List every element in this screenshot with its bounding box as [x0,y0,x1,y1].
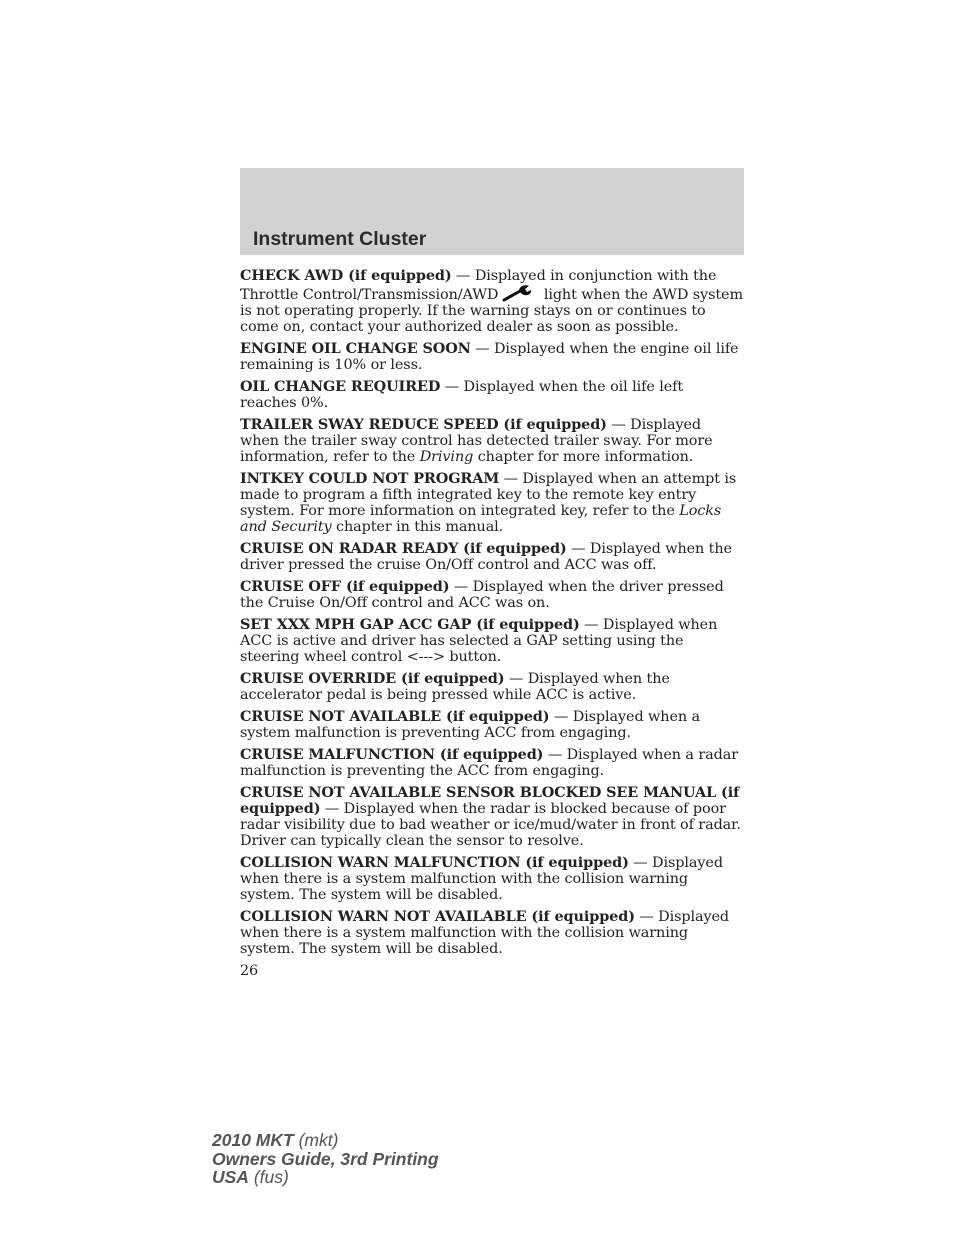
entry-engine-oil-change-soon [240,341,744,373]
entry-collision-warn-malfunction [240,855,744,903]
entry-description: — Displayed when ACC is active and driver has selected a GAP setting using the steering wheel control <---> button. [240,617,718,665]
entry-description: — Displayed when there is a system malfunction with the collision warning system. The system will be disabled. [240,855,723,903]
footer-region-code: (fus) [248,1167,289,1187]
entry-description: — Displayed when the oil life left reaches 0%. [240,379,684,411]
footer-printing: Owners Guide, 3rd Printing [212,1148,439,1169]
entry-term: ENGINE OIL CHANGE SOON [240,340,471,357]
chapter-reference: Driving [419,449,474,465]
entry-description: — Displayed when the radar is blocked because of poor radar visibility due to bad weather or ice/mud/water in front of radar. Driver can typically clean the sensor to resolve. [240,801,741,849]
wrench-icon [502,284,534,300]
section-title: Instrument Cluster [253,228,427,250]
section-header [240,168,744,255]
entry-oil-change-required [240,379,744,411]
entry-description: — Displayed when the driver pressed the Cruise On/Off control and ACC was on. [240,579,724,611]
entry-term: CRUISE NOT AVAILABLE SENSOR BLOCKED SEE MANUAL (if equipped) [240,784,740,817]
entry-description: — Displayed when there is a system malfunction with the collision warning system. The system will be disabled. [240,909,730,957]
footer-region: USA [212,1167,249,1187]
document-footer [212,1131,439,1187]
footer-region-line [212,1168,439,1187]
entry-cruise-off [240,579,744,611]
entry-collision-warn-not-available [240,909,744,957]
entry-description: — Displayed when the trailer sway control has detected trailer sway. For more information, refer to the [240,417,713,465]
body-text [240,268,744,979]
entry-description: — Displayed in conjunction with the Throttle Control/Transmission/AWD [240,268,717,303]
entry-cruise-override [240,671,744,703]
entry-term: COLLISION WARN NOT AVAILABLE (if equipped) [240,908,635,925]
entry-set-gap [240,617,744,665]
entry-term: CRUISE ON RADAR READY (if equipped) [240,540,567,557]
entry-description: — Displayed when the accelerator pedal is being pressed while ACC is active. [240,671,670,703]
entry-description: — Displayed when an attempt is made to program a fifth integrated key to the remote key entry system. For more information on integrated key, refer to the [240,471,737,519]
entry-sensor-blocked [240,785,744,849]
entry-trailer-sway [240,417,744,465]
entry-cruise-not-available [240,709,744,741]
entry-term: CHECK AWD (if equipped) [240,267,452,284]
entry-term: CRUISE OFF (if equipped) [240,578,450,595]
entry-term: TRAILER SWAY REDUCE SPEED (if equipped) [240,416,607,433]
entry-check-awd [240,268,744,335]
entry-description: — Displayed when the engine oil life remaining is 10% or less. [240,341,739,373]
entry-term: CRUISE NOT AVAILABLE (if equipped) [240,708,550,725]
chapter-reference: Locks and Security [240,503,722,535]
entry-term: COLLISION WARN MALFUNCTION (if equipped) [240,854,629,871]
entry-term: OIL CHANGE REQUIRED [240,378,441,395]
entry-description: — Displayed when a radar malfunction is preventing the ACC from engaging. [240,747,738,779]
entry-cruise-on-radar-ready [240,541,744,573]
entry-term: SET XXX MPH GAP ACC GAP (if equipped) [240,616,580,633]
entry-description-cont: light when the AWD system is not operating properly. If the warning stays on or continues to come on, contact your authorized dealer as soon as possible. [240,287,744,335]
entry-description-end: chapter for more information. [473,449,694,465]
entry-description: — Displayed when a system malfunction is preventing ACC from engaging. [240,709,700,741]
footer-model-line [212,1131,439,1150]
page-number: 26 [240,963,259,979]
entry-description: — Displayed when the driver pressed the cruise On/Off control and ACC was off. [240,541,732,573]
entry-description-end: chapter in this manual. [331,519,504,535]
entry-term: CRUISE MALFUNCTION (if equipped) [240,746,544,763]
entry-cruise-malfunction [240,747,744,779]
entry-term: INTKEY COULD NOT PROGRAM [240,470,500,487]
entry-term: CRUISE OVERRIDE (if equipped) [240,670,505,687]
footer-model: 2010 MKT [212,1130,294,1150]
footer-model-code: (mkt) [293,1130,339,1150]
entry-intkey [240,471,744,535]
